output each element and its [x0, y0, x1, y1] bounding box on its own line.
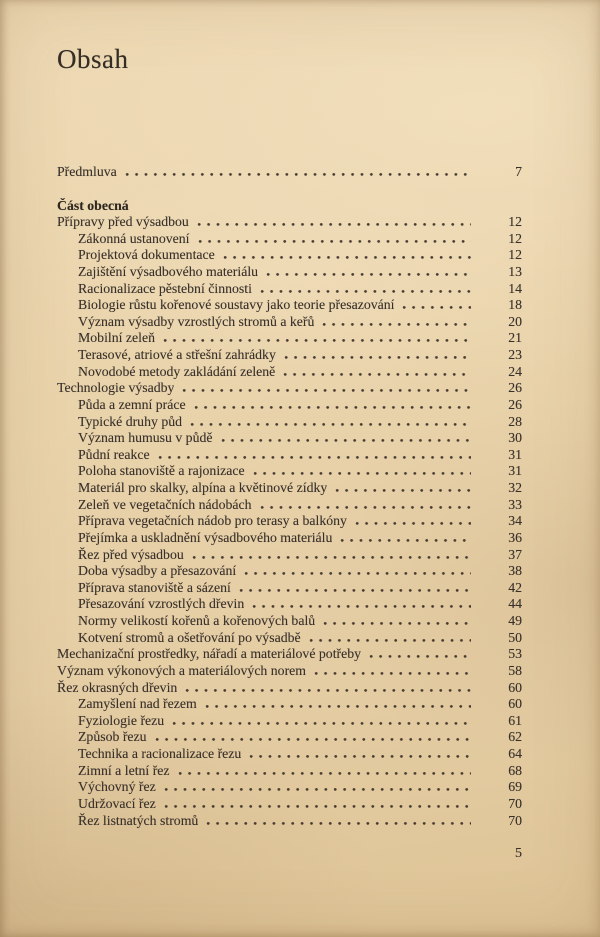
toc-row — [57, 530, 522, 547]
toc-entry-page: 70 — [508, 812, 522, 828]
dot-leader — [322, 323, 471, 326]
toc-row — [57, 746, 522, 763]
toc-entry-page: 33 — [508, 496, 522, 512]
toc-row — [57, 281, 522, 298]
dot-leader — [260, 506, 471, 509]
toc-row — [57, 214, 522, 231]
toc-entry-label: Biologie růstu kořenové soustavy jako teorie přesazování — [78, 297, 395, 313]
dot-leader — [164, 805, 471, 808]
toc-entry-page: 37 — [508, 546, 522, 562]
toc-entry-page: 58 — [508, 662, 522, 678]
toc-entry-label: Řez před výsadbou — [78, 546, 184, 562]
toc-entry-page: 31 — [508, 463, 522, 479]
toc-entry-label: Zamyšlení nad řezem — [78, 696, 197, 712]
toc-entry-page: 31 — [508, 446, 522, 462]
toc-entry-page: 38 — [508, 563, 522, 579]
toc-entry-label: Význam výkonových a materiálových norem — [57, 662, 307, 678]
toc-row — [57, 414, 522, 431]
dot-leader — [369, 655, 471, 658]
toc-entry-label: Půdní reakce — [78, 446, 150, 462]
dot-leader — [249, 755, 471, 758]
toc-entry-page: 62 — [508, 729, 522, 745]
toc-entry-label: Půda a zemní práce — [78, 396, 186, 412]
toc-row — [57, 380, 522, 397]
dot-leader — [402, 306, 471, 309]
toc-row — [57, 779, 522, 796]
toc-entry-label: Fyziologie řezu — [78, 712, 165, 728]
toc-entry-label: Mobilní zeleň — [78, 330, 156, 346]
dot-leader — [284, 356, 471, 359]
toc-row — [57, 729, 522, 746]
toc-row — [57, 613, 522, 630]
toc-row — [57, 813, 522, 830]
dot-leader — [182, 389, 471, 392]
toc-entry-label: Přesazování vzrostlých dřevin — [78, 596, 245, 612]
toc-entry-page: 21 — [508, 330, 522, 346]
toc-entry-page: 23 — [508, 347, 522, 362]
toc-row — [57, 497, 522, 514]
toc-entry-page: 13 — [508, 263, 522, 279]
toc-entry-label: Příprava vegetačních nádob pro terasy a balkóny — [78, 513, 347, 529]
toc-entry-label: Terasové, atriové a střešní zahrádky — [78, 347, 276, 362]
dot-leader — [164, 788, 471, 791]
toc-entry-page: 69 — [508, 779, 522, 795]
toc-entry-label: Mechanizační prostředky, nářadí a materiálové potřeby — [57, 646, 362, 662]
toc-entry-page: 36 — [508, 529, 522, 545]
toc-entry-label: Poloha stanoviště a rajonizace — [78, 463, 245, 479]
toc-row — [57, 596, 522, 613]
dot-leader — [323, 622, 471, 625]
toc-entry-label: Výchovný řez — [78, 779, 156, 795]
toc-row — [57, 264, 522, 281]
toc-row — [57, 397, 522, 414]
toc-row — [57, 347, 522, 364]
page-title: Obsah — [57, 44, 129, 74]
dot-leader — [197, 223, 471, 226]
toc-entry-page: 30 — [508, 430, 522, 446]
folio-page-number: 5 — [515, 846, 522, 861]
dot-leader — [172, 722, 471, 725]
toc-row — [57, 447, 522, 464]
toc-entry-page: 50 — [508, 629, 522, 645]
toc-entry-label: Typické druhy půd — [78, 413, 183, 429]
toc-entry-label: Přejímka a uskladnění výsadbového materiálu — [78, 529, 333, 545]
toc-entry-page: 49 — [508, 613, 522, 628]
toc-entry-page: 26 — [508, 380, 522, 396]
toc-entry-page: 14 — [508, 280, 522, 296]
toc-row — [57, 314, 522, 331]
dot-leader — [185, 689, 471, 692]
toc-row — [57, 547, 522, 564]
toc-entry-page: 26 — [508, 396, 522, 412]
toc-row — [57, 364, 522, 381]
dot-leader — [314, 672, 471, 675]
toc-row — [57, 680, 522, 697]
toc-entry-page: 60 — [508, 696, 522, 712]
toc-entry-page: 18 — [508, 297, 522, 313]
toc-row — [57, 247, 522, 264]
toc-entry-label: Racionalizace pěstební činnosti — [78, 280, 252, 296]
toc-row — [57, 630, 522, 647]
dot-leader — [244, 572, 471, 575]
dot-leader — [239, 589, 471, 592]
dot-leader — [340, 539, 471, 542]
toc-entry-page: 61 — [508, 712, 522, 728]
toc-entry-label: Udržovací řez — [78, 795, 156, 811]
dot-leader — [266, 273, 471, 276]
toc-entry-page: 34 — [508, 513, 522, 529]
toc-entry-page: 42 — [508, 579, 522, 595]
toc-row — [57, 580, 522, 597]
toc-row — [57, 297, 522, 314]
toc-entry-label: Projektová dokumentace — [78, 247, 215, 263]
toc-row — [57, 463, 522, 480]
dot-leader — [192, 556, 471, 559]
toc-entry-label: Zákonná ustanovení — [78, 230, 190, 246]
dot-leader — [194, 406, 471, 409]
toc-entry-page: 32 — [508, 480, 522, 495]
toc-entry-label: Způsob řezu — [78, 729, 147, 745]
toc-entry-page: 68 — [508, 762, 522, 778]
toc-entry-page: 44 — [508, 596, 522, 612]
section-header: Část obecná — [57, 198, 129, 213]
toc-entry-label: Materiál pro skalky, alpína a květinové zídky — [78, 480, 328, 495]
toc-entry-label: Technologie výsadby — [57, 380, 175, 396]
dot-leader — [178, 772, 471, 775]
toc-entry-label: Význam humusu v půdě — [78, 430, 213, 446]
dot-leader — [223, 256, 471, 259]
toc-entry-page: 12 — [508, 247, 522, 263]
dot-leader — [335, 489, 471, 492]
toc-entry-page: 28 — [508, 413, 522, 429]
dot-leader — [205, 705, 471, 708]
toc-entry-page: 12 — [508, 214, 522, 229]
toc-entry-label: Zeleň ve vegetačních nádobách — [78, 496, 252, 512]
toc-entry-label: Zimní a letní řez — [78, 762, 170, 778]
toc-row — [57, 763, 522, 780]
toc-entry-label: Kotvení stromů a ošetřování po výsadbě — [78, 629, 301, 645]
toc-row — [57, 663, 522, 680]
dot-leader — [260, 290, 471, 293]
toc-list — [57, 214, 522, 829]
toc-entry-label: Zajištění výsadbového materiálu — [78, 263, 259, 279]
toc-entry-page: 24 — [508, 363, 522, 379]
dot-leader — [355, 522, 471, 525]
toc-row — [57, 696, 522, 713]
toc-entry-label: Řez okrasných dřevin — [57, 679, 178, 695]
toc-entry-page: 53 — [508, 646, 522, 662]
preface-label: Předmluva — [57, 164, 117, 179]
dot-leader — [158, 456, 471, 459]
toc-entry-label: Doba výsadby a přesazování — [78, 563, 237, 579]
toc-entry-label: Novodobé metody zakládání zeleně — [78, 363, 276, 379]
toc-row — [57, 713, 522, 730]
dot-leader — [163, 339, 471, 342]
dot-leader — [155, 738, 471, 741]
toc-entry-page: 12 — [508, 230, 522, 246]
toc-entry-page: 20 — [508, 313, 522, 329]
toc-entry-page: 60 — [508, 679, 522, 695]
dot-leader — [283, 373, 471, 376]
toc-row — [57, 480, 522, 497]
toc-row — [57, 330, 522, 347]
toc-entry-label: Příprava stanoviště a sázení — [78, 579, 231, 595]
dot-leader — [221, 439, 472, 442]
toc-entry-label: Řez listnatých stromů — [78, 812, 199, 828]
toc-row — [57, 796, 522, 813]
toc-entry-page: 70 — [508, 795, 522, 811]
dot-leader — [309, 639, 471, 642]
toc-entry-page: 64 — [508, 746, 522, 761]
toc-row — [57, 231, 522, 248]
toc-row — [57, 563, 522, 580]
toc-entry-label: Technika a racionalizace řezu — [78, 746, 242, 761]
dot-leader — [252, 605, 471, 608]
toc-row — [57, 430, 522, 447]
preface-row — [57, 164, 522, 181]
toc-row — [57, 513, 522, 530]
preface-page-number: 7 — [515, 164, 522, 179]
toc-entry-label: Význam výsadby vzrostlých stromů a keřů — [78, 313, 315, 329]
dot-leader — [125, 173, 471, 176]
toc-row — [57, 646, 522, 663]
dot-leader — [198, 240, 472, 243]
dot-leader — [253, 472, 471, 475]
dot-leader — [190, 423, 471, 426]
dot-leader — [206, 822, 471, 825]
toc-entry-label: Přípravy před výsadbou — [57, 214, 189, 229]
toc-entry-label: Normy velikostí kořenů a kořenových balů — [78, 613, 316, 628]
